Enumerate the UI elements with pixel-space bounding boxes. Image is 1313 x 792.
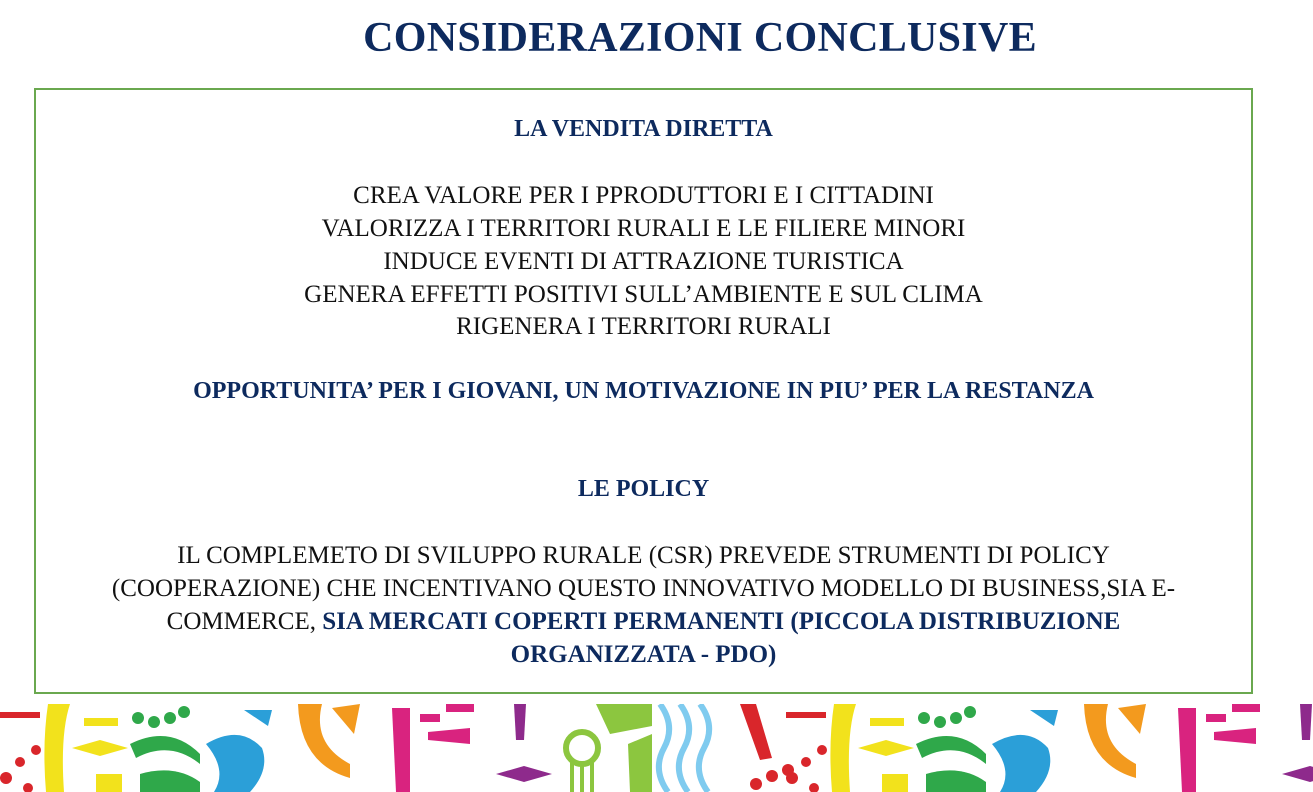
decor-shape: [164, 712, 176, 724]
section-heading-vendita: LA VENDITA DIRETTA: [514, 116, 773, 142]
highlight-statement: OPPORTUNITA’ PER I GIOVANI, UN MOTIVAZIONE IN PIU’ PER LA RESTANZA: [193, 378, 1094, 404]
benefit-line: VALORIZZA I TERRITORI RURALI E LE FILIERE MINORI: [321, 215, 966, 242]
policy-text-plain: COMMERCE,: [166, 608, 323, 635]
policy-text-emphasis: SIA MERCATI COPERTI PERMANENTI (PICCOLA DISTRIBUZIONE: [322, 608, 1121, 635]
lightblue-waves-icon: [659, 704, 709, 792]
decor-shape: [628, 734, 652, 792]
decor-shape: [23, 783, 33, 792]
green-chain-icon: [130, 706, 200, 792]
policy-text-line: (COOPERAZIONE) CHE INCENTIVANO QUESTO INNOVATIVO MODELLO DI BUSINESS,SIA E-: [111, 575, 1176, 602]
blue-wave-icon: [206, 735, 264, 792]
purple-shape-icon: [514, 704, 526, 740]
decor-shape: [570, 762, 574, 792]
lime-pendant-icon: [566, 704, 652, 792]
decor-shape: [332, 704, 360, 734]
decor-shape: [699, 704, 709, 792]
decor-shape: [679, 704, 689, 792]
policy-text-line: [36, 608, 1251, 636]
decor-shape: [420, 714, 440, 722]
decor-shape: [0, 772, 12, 784]
decor-shape: [148, 716, 160, 728]
decor-shape: [178, 706, 190, 718]
benefit-line: INDUCE EVENTI DI ATTRAZIONE TURISTICA: [383, 248, 904, 275]
decor-shape: [72, 740, 128, 756]
decor-shape: [659, 704, 669, 792]
benefit-line: GENERA EFFETTI POSITIVI SULL’AMBIENTE E SUL CLIMA: [304, 281, 983, 308]
benefit-line: RIGENERA I TERRITORI RURALI: [456, 313, 831, 340]
decor-shape: [132, 712, 144, 724]
section-heading-policy: LE POLICY: [577, 476, 710, 502]
decor-shape: [596, 704, 652, 734]
decorative-footer-strip: [0, 704, 1313, 792]
decor-shape: [496, 766, 552, 782]
decorative-pattern-repeat: [786, 704, 1313, 792]
decor-shape: [140, 770, 200, 792]
decor-shape: [428, 728, 470, 744]
decor-shape: [750, 778, 762, 790]
decor-shape: [566, 732, 598, 764]
decor-shape: [590, 762, 594, 792]
decor-shape: [0, 712, 40, 718]
decorative-pattern-group: [0, 704, 794, 792]
decor-shape: [15, 757, 25, 767]
decor-shape: [766, 770, 778, 782]
magenta-shape-icon: [392, 708, 410, 792]
decor-shape: [96, 774, 122, 792]
decor-shape: [84, 718, 118, 726]
red-shape-icon: [740, 704, 772, 760]
yellow-face-icon: [44, 704, 70, 792]
decor-shape: [244, 710, 272, 726]
content-box: [34, 88, 1253, 694]
page-title: CONSIDERAZIONI CONCLUSIVE: [363, 15, 1037, 61]
decor-shape: [31, 745, 41, 755]
policy-text-line: IL COMPLEMETO DI SVILUPPO RURALE (CSR) PREVEDE STRUMENTI DI POLICY: [177, 542, 1110, 569]
policy-text-emphasis: ORGANIZZATA - PDO): [510, 641, 777, 668]
red-beads-icon: [0, 712, 41, 792]
decor-shape: [446, 704, 474, 712]
decor-shape: [580, 764, 584, 792]
benefit-line: CREA VALORE PER I PPRODUTTORI E I CITTADINI: [353, 182, 934, 209]
decor-shape: [130, 736, 200, 764]
